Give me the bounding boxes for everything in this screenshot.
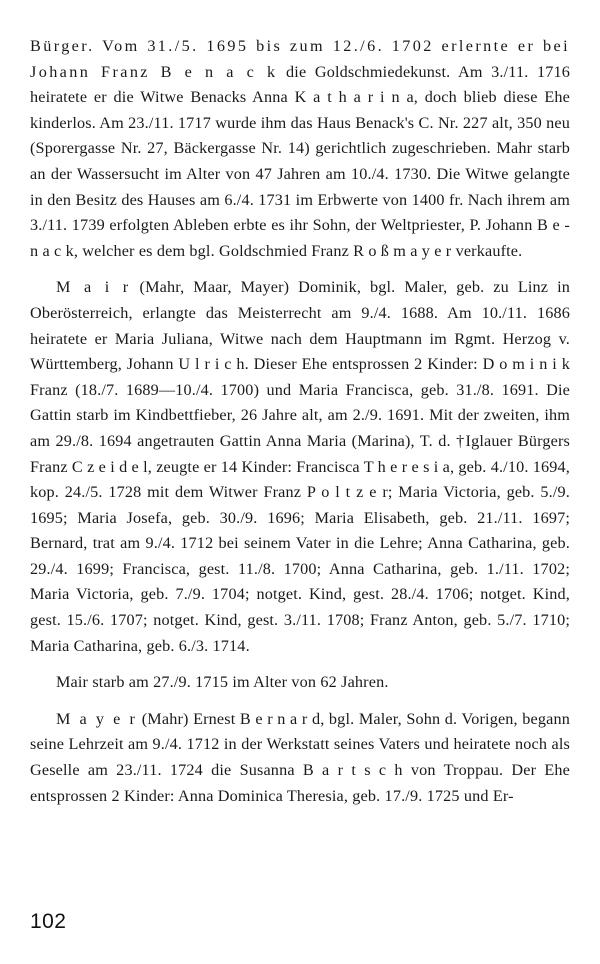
text-run-headword: M a i r: [56, 278, 131, 297]
text-run: Mair starb am 27./9. 1715 im Alter von 62 Jahren.: [56, 673, 389, 692]
paragraph: [30, 34, 570, 264]
text-run-emphasis: B e n a c k: [160, 62, 278, 81]
paragraph: [30, 707, 570, 809]
page-body: [30, 34, 570, 809]
paragraph: [30, 275, 570, 659]
text-run: Bürger. Vom 31./5. 1695 bis zum 12./6. 1702 erlernte er bei Johann Franz: [30, 37, 570, 81]
text-run: (Mahr) Ernest B e r n a r d, bgl. Maler, Sohn d. Vorigen, begann seine Lehrzeit am 9./4. 1712 in der Werkstatt seines Vaters und heiratete noch als Geselle am 23./11. 1724 die Susanna B a r t s c h von Troppau. Der Ehe entsprossen 2 Kinder: Anna Dominica Theresia, geb. 17./9. 1725 und Er-: [30, 709, 570, 805]
paragraph: [30, 670, 570, 696]
page-number: 102: [30, 910, 67, 933]
text-run: die Goldschmiedekunst. Am 3./11. 1716 heiratete er die Witwe Benacks Anna K a t h a r i n a, doch blieb diese Ehe kinderlos. Am 23./11. 1717 wurde ihm das Haus Benack's C. Nr. 227 alt, 350 neu (Sporergasse Nr. 27, Bäckergasse Nr. 14) gerichtlich zugeschrieben. Mahr starb an der Wassersucht im Alter von 47 Jahren am 10./4. 1730. Die Witwe gelangte in den Besitz des Hauses am 6./4. 1731 im Erbwerte von 1400 fr. Nach ihrem am 3./11. 1739 erfolgten Ableben erbte es ihr Sohn, der Weltpriester, P. Johann B e - n a c k, welcher es dem bgl. Goldschmied Franz R o ß m a y e r verkaufte.: [30, 62, 570, 260]
text-run-headword: M a y e r: [56, 709, 138, 728]
text-run: (Mahr, Maar, Mayer) Dominik, bgl. Maler, geb. zu Linz in Oberösterreich, erlangte das Meisterrecht am 9./4. 1688. Am 10./11. 1686 heiratete er Maria Juliana, Witwe nach dem Hauptmann im Rgmt. Herzog v. Württemberg, Johann U l r i c h. Dieser Ehe entsprossen 2 Kinder: D o m i n i k Franz (18./7. 1689—10./4. 1700) und Maria Francisca, geb. 31./8. 1691. Die Gattin starb im Kindbettfieber, 26 Jahre alt, am 2./9. 1691. Mit der zweiten, ihm am 29./8. 1694 angetrauten Gattin Anna Maria (Marina), T. d. †Iglauer Bürgers Franz C z e i d e l, zeugte er 14 Kinder: Francisca T h e r e s i a, geb. 4./10. 1694, kop. 24./5. 1728 mit dem Witwer Franz P o l t z e r; Maria Victoria, geb. 5./9. 1695; Maria Josefa, geb. 30./9. 1696; Maria Elisabeth, geb. 21./11. 1697; Bernard, trat am 9./4. 1712 bei seinem Vater in die Lehre; Anna Catharina, geb. 29./4. 1699; Francisca, gest. 11./8. 1700; Anna Catharina, geb. 1./11. 1702; Maria Victoria, geb. 7./9. 1704; notget. Kind, gest. 28./4. 1706; notget. Kind, gest. 15./6. 1707; notget. Kind, gest. 3./11. 1708; Franz Anton, geb. 5./7. 1710; Maria Catharina, geb. 6./3. 1714.: [30, 278, 570, 655]
